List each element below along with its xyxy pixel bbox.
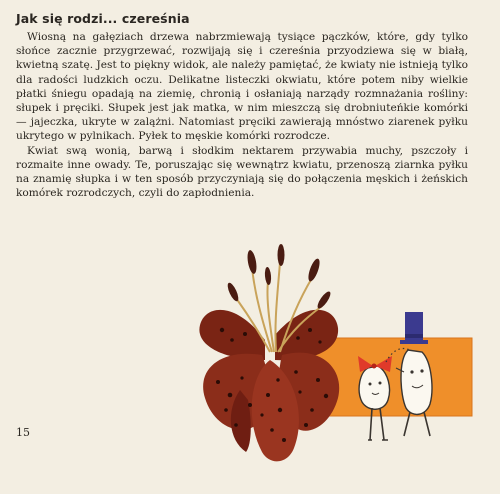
paragraph-2: Kwiat swą wonią, barwą i słodkim nektarem przywabia muchy, pszczoły i rozmaite inne owady. Te, poruszając się wewnątrz kwiatu, przenoszą ziarnka pyłku na znamię słupka i w ten sposób przyczyniają się do połączenia męskich i żeńskich komórek rozrodczych, czyli do zapłodnienia. — [16, 144, 468, 200]
lily-flower-image — [199, 244, 339, 461]
page-number: 15 — [16, 426, 30, 439]
body-text — [16, 30, 468, 200]
paragraph-1: Wiosną na gałęziach drzewa nabrzmiewają tysiące pączków, które, gdy tylko słońce zacznie przygrzewać, rozwijają się i czereśnia przyodziewa się w białą, kwietną szatę. Jest to piękny widok, ale należy pamiętać, że kwiaty nie istnieją tylko dla radości ludzkich oczu. Delikatne listeczki okwiatu, które potem niby wielkie płatki śniegu opadają na ziemię, chronią i osłaniają narządy rozmnażania rośliny: słupek i pręciki. Słupek jest jak matka, w nim mieszczą się drobniuteńkie komórki — jajeczka, ukryte w zalążni. Natomiast pręciki zawierają mnóstwo ziarenek pyłku ukrytego w pylnikach. Pyłek to męskie komórki rozrodcze. — [16, 31, 468, 143]
page-title: Jak się rodzi... czereśnia — [16, 11, 190, 26]
lily-illustration — [0, 238, 500, 494]
